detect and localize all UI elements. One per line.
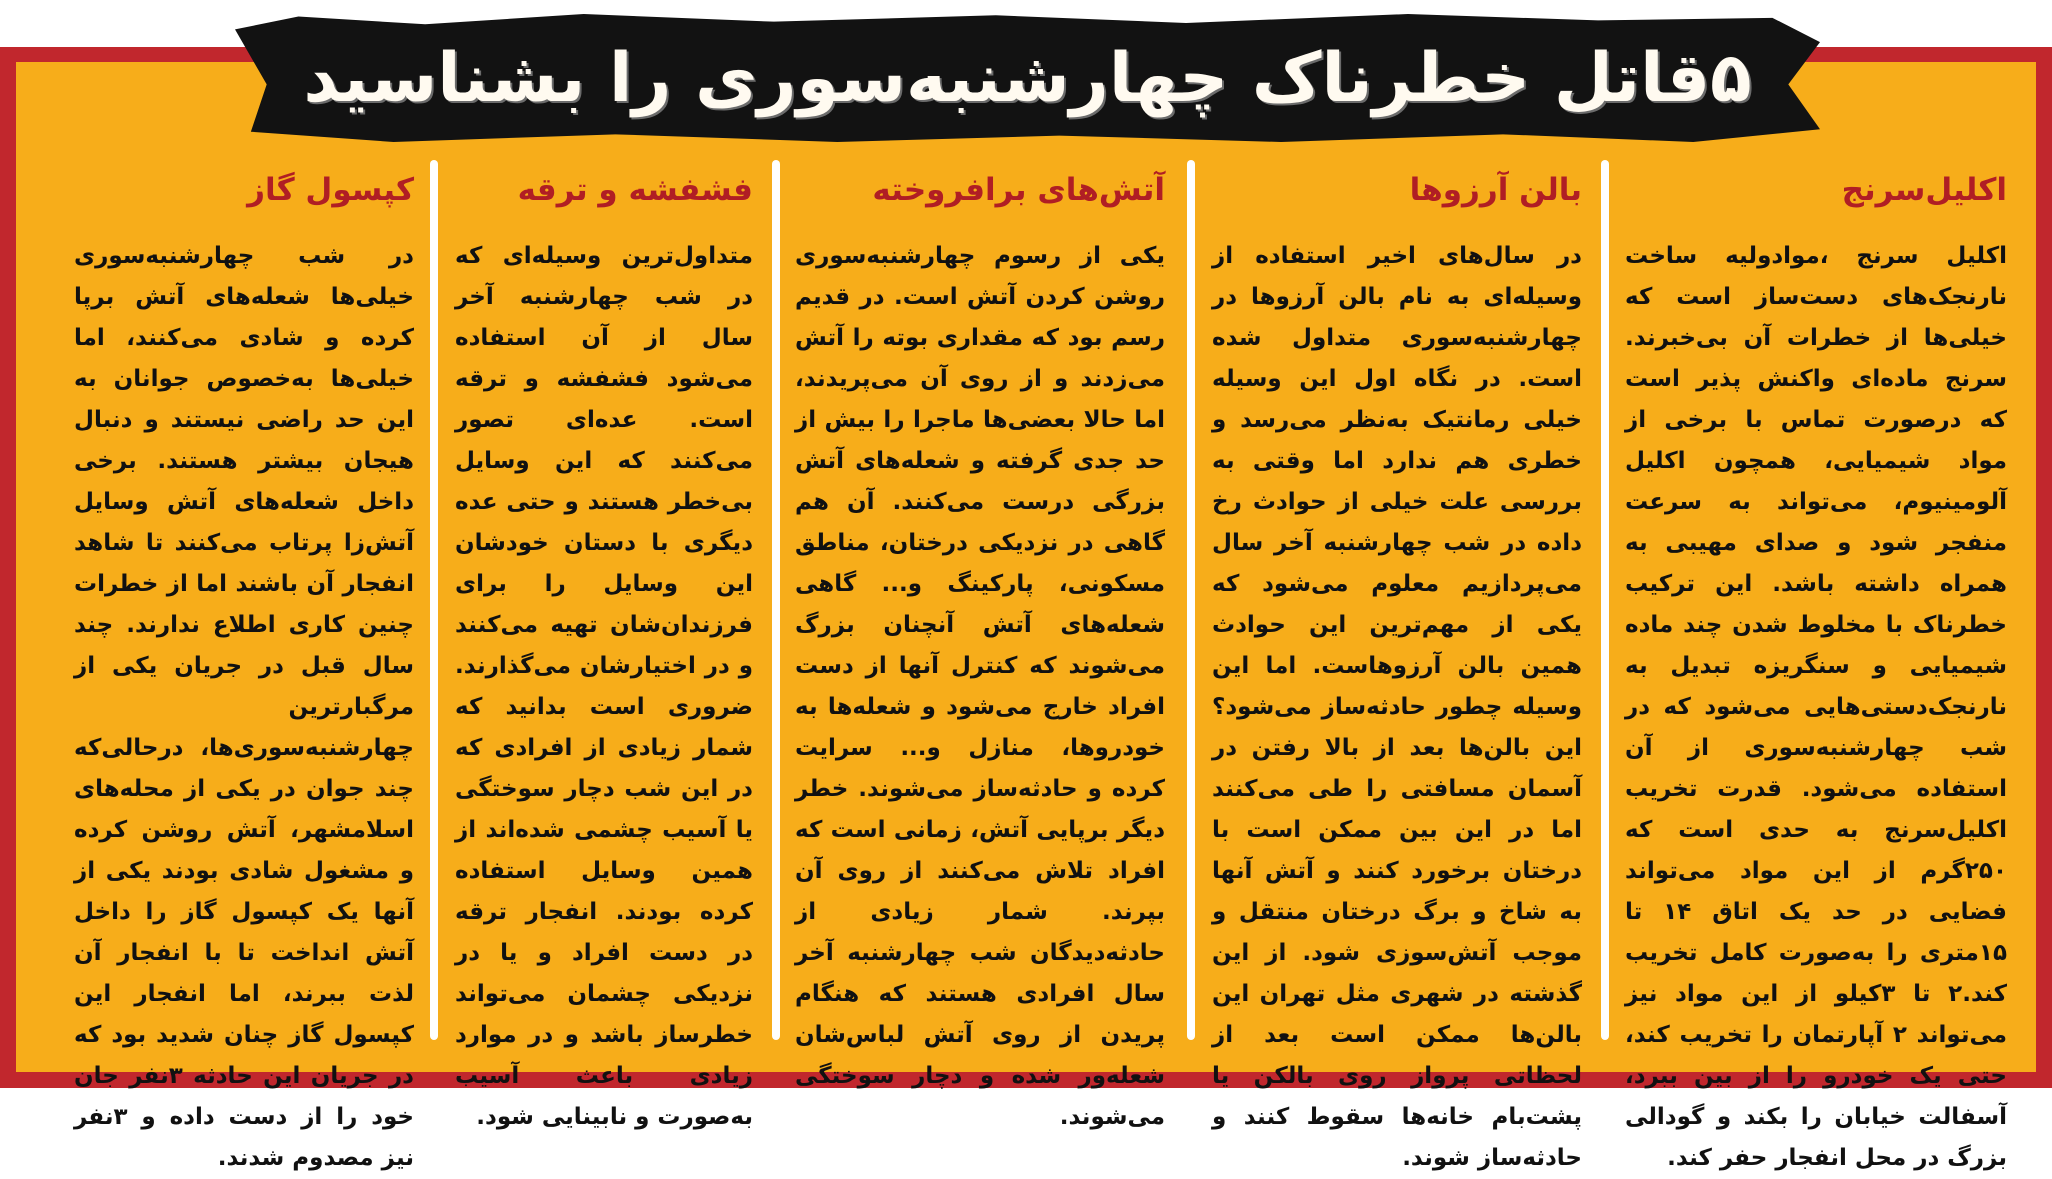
column-body: در شب چهارشنبه‌سوری خیلی‌ها شعله‌های آتش برپا کرده و شادی می‌کنند، اما خیلی‌ها به‌خصوص جوانان به این حد راضی نیستند و دنبال هیجان بیشتر هستند. برخی داخل شعله‌های آتش وسایل آتش‌زا پرتاب می‌کنند تا شاهد انفجار آن باشند اما از خطرات چنین کاری اطلاع ندارند. چند سال قبل در جریان یکی از مرگبارترین چهارشنبه‌سوری‌ها، درحالی‌که چند جوان در یکی از محله‌های اسلامشهر، آتش روشن کرده و مشغول شادی بودند یکی از آنها یک کپسول گاز را داخل آتش انداخت تا با انفجار آن لذت ببرند، اما انفجار این کپسول گاز چنان شدید بود که در جریان این حادثه ۳نفر جان خود را از دست داده و ۳نفر نیز مصدوم شدند. (74, 243, 414, 1171)
column-divider (772, 160, 780, 1040)
column-heading: بالن آرزوها (1409, 172, 1582, 208)
column-divider (1187, 160, 1195, 1040)
column-heading: فشفشه و ترقه (517, 172, 753, 208)
column-syringe-glitter (1625, 170, 2007, 1171)
column-gas-canister (74, 170, 414, 1171)
column-fireworks (455, 170, 753, 1130)
column-body: متداول‌ترین وسیله‌ای که در شب چهارشنبه آخر سال از آن استفاده می‌شود فشفشه و ترقه است. عده‌ای تصور می‌کنند که این وسایل بی‌خطر هستند و حتی عده دیگری با دستان خودشان این وسایل را برای فرزندان‌شان تهیه می‌کنند و در اختیارشان می‌گذارند. ضروری است بدانید که شمار زیادی از افرادی که در این شب دچار سوختگی یا آسیب چشمی شده‌اند از همین وسایل استفاده کرده بودند. انفجار ترقه در دست افراد و یا در نزدیکی چشمان می‌تواند خطرساز باشد و در موارد زیادی باعث آسیب به‌صورت و نابینایی شود. (455, 243, 753, 1130)
column-bonfires (795, 170, 1165, 1130)
column-body: اکلیل سرنج ،موادولیه ساخت نارنجک‌های دست‌ساز است که خیلی‌ها از خطرات آن بی‌خبرند. سرنج ماده‌ای واکنش پذیر است که درصورت تماس با برخی از مواد شیمیایی، همچون اکلیل آلومینیوم، می‌تواند به سرعت منفجر شود و صدای مهیبی به همراه داشته باشد. این ترکیب خطرناک با مخلوط شدن چند ماده شیمیایی و سنگریزه تبدیل به نارنجک‌دستی‌هایی می‌شود که در شب چهارشنبه‌سوری از آن استفاده می‌شود. قدرت تخریب اکلیل‌سرنج به حدی است که ۲۵۰گرم از این مواد می‌تواند فضایی در حد یک اتاق ۱۴ تا ۱۵متری را به‌صورت کامل تخریب کند.۲ تا ۳کیلو از این مواد نیز می‌تواند ۲ آپارتمان را تخریب کند، حتی یک خودرو را از بین ببرد، آسفالت خیابان را بکند و گودالی بزرگ در محل انفجار حفر کند. (1625, 243, 2007, 1171)
page-title: ۵قاتل خطرناک چهارشنبه‌سوری را بشناسید (303, 38, 1752, 118)
column-wish-balloons (1212, 170, 1582, 1171)
column-heading: آتش‌های برافروخته (872, 172, 1165, 208)
column-divider (1601, 160, 1609, 1040)
column-heading: کپسول گاز (247, 172, 414, 208)
column-heading: اکلیل‌سرنج (1841, 172, 2007, 208)
column-body: در سال‌های اخیر استفاده از وسیله‌ای به نام بالن آرزوها در چهارشنبه‌سوری متداول شده است. در نگاه اول این وسیله خیلی رمانتیک به‌نظر می‌رسد و خطری هم ندارد اما وقتی به بررسی علت خیلی از حوادث رخ داده در شب چهارشنبه آخر سال می‌پردازیم معلوم می‌شود که یکی از مهم‌ترین این حوادث همین بالن آرزوهاست. اما این وسیله چطور حادثه‌ساز می‌شود؟ این بالن‌ها بعد از بالا رفتن در آسمان مسافتی را طی می‌کنند اما در این بین ممکن است با درختان برخورد کنند و آتش آنها به شاخ و برگ درختان منتقل و موجب آتش‌سوزی شود. از این گذشته در شهری مثل تهران این بالن‌ها ممکن است بعد از لحظاتی پرواز روی بالکن یا پشت‌بام خانه‌ها سقوط کنند و حادثه‌ساز شوند. (1212, 243, 1582, 1171)
column-divider (430, 160, 438, 1040)
column-body: یکی از رسوم چهارشنبه‌سوری روشن کردن آتش است. در قدیم رسم بود که مقداری بوته را آتش می‌زدند و از روی آن می‌پریدند، اما حالا بعضی‌ها ماجرا را بیش از حد جدی گرفته و شعله‌های آتش بزرگی درست می‌کنند. آن هم گاهی در نزدیکی درختان، مناطق مسکونی، پارکینگ و... گاهی شعله‌های آتش آنچنان بزرگ می‌شوند که کنترل آنها از دست افراد خارج می‌شود و شعله‌ها به خودروها، منازل و... سرایت کرده و حادثه‌ساز می‌شوند. خطر دیگر برپایی آتش، زمانی است که افراد تلاش می‌کنند از روی آن بپرند. شمار زیادی از حادثه‌دیدگان شب چهارشنبه آخر سال افرادی هستند که هنگام پریدن از روی آتش لباس‌شان شعله‌ور شده و دچار سوختگی می‌شوند. (795, 243, 1165, 1130)
